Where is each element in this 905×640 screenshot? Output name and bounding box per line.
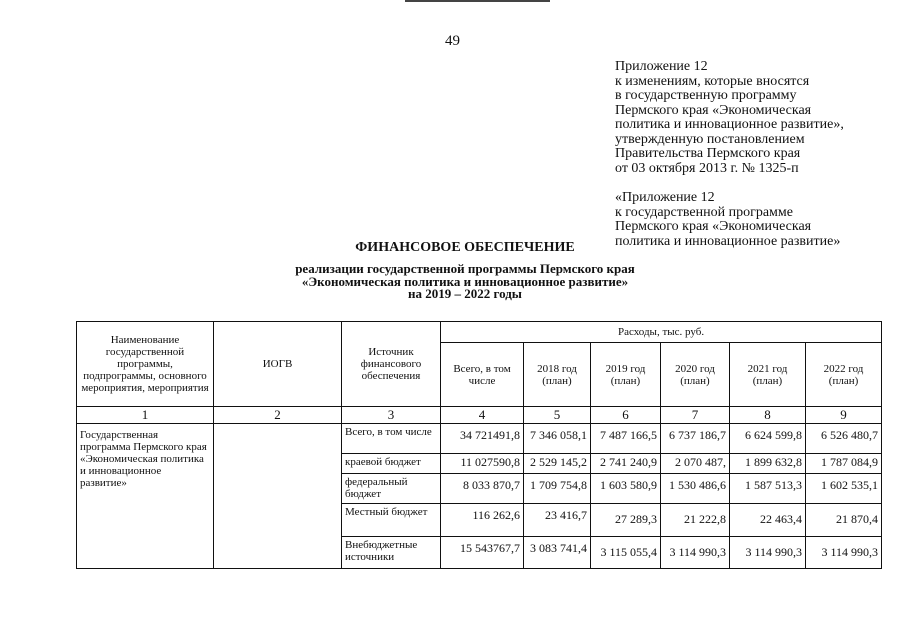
appendix2-line: политика и инновационное развитие»	[615, 233, 841, 249]
appendix-line: Пермского края «Экономическая	[615, 102, 812, 118]
value-cell: 3 115 055,4	[591, 537, 661, 569]
value-cell: 1 602 535,1	[806, 474, 882, 504]
value-cell: 6 737 186,7	[661, 424, 730, 454]
header-year-2018: 2018 год (план)	[524, 343, 591, 407]
value-cell: 3 114 990,3	[806, 537, 882, 569]
value-cell: 1 899 632,8	[730, 454, 806, 474]
header-year-2022: 2022 год (план)	[806, 343, 882, 407]
source-cell: федеральный бюджет	[342, 474, 441, 504]
value-cell: 1 587 513,3	[730, 474, 806, 504]
source-cell: Внебюджетные источники	[342, 537, 441, 569]
column-number-row	[77, 407, 882, 424]
value-cell: 1 709 754,8	[524, 474, 591, 504]
header-name: Наименование государственной программы, подпрограммы, основного мероприятия, мероприятия	[77, 322, 214, 407]
value-cell: 22 463,4	[730, 504, 806, 537]
value-cell: 7 487 166,5	[591, 424, 661, 454]
iogv-cell	[214, 424, 342, 569]
appendix2-line: Пермского края «Экономическая	[615, 219, 812, 234]
financing-table	[76, 321, 882, 569]
header-year-2020: 2020 год (план)	[661, 343, 730, 407]
value-cell: 3 114 990,3	[730, 537, 806, 569]
value-cell: 6 624 599,8	[730, 424, 806, 454]
column-number: 9	[806, 407, 882, 424]
appendix2-line: к государственной программе	[615, 204, 793, 220]
header-source: Источник финансового обеспечения	[342, 322, 441, 407]
subtitle-line: реализации государственной программы Пермского края	[295, 261, 635, 276]
appendix-line: в государственную программу	[615, 88, 797, 103]
value-cell: 3 114 990,3	[661, 537, 730, 569]
subtitle-line: на 2019 – 2022 годы	[408, 286, 522, 301]
appendix-line: Правительства Пермского края	[615, 146, 801, 161]
source-cell: Всего, в том числе	[342, 424, 441, 454]
value-cell: 8 033 870,7	[441, 474, 524, 504]
column-number: 7	[661, 407, 730, 424]
column-number: 5	[524, 407, 591, 424]
header-year-2021: 2021 год (план)	[730, 343, 806, 407]
value-cell: 34 721491,8	[441, 424, 524, 454]
header-year-2019: 2019 год (план)	[591, 343, 661, 407]
value-cell: 6 526 480,7	[806, 424, 882, 454]
appendix-line: от 03 октября 2013 г. № 1325-п	[615, 160, 799, 176]
header-expenses: Расходы, тыс. руб.	[441, 322, 882, 343]
value-cell: 2 070 487,	[661, 454, 730, 474]
appendix-line: политика и инновационное развитие»,	[615, 117, 844, 132]
column-number: 1	[77, 407, 214, 424]
column-number: 6	[591, 407, 661, 424]
value-cell: 116 262,6	[441, 504, 524, 537]
column-number: 4	[441, 407, 524, 424]
appendix-block	[615, 60, 844, 249]
header-iogv: ИОГВ	[214, 322, 342, 407]
header-total: Всего, в том числе	[441, 343, 524, 407]
column-number: 3	[342, 407, 441, 424]
value-cell: 3 083 741,4	[524, 537, 591, 569]
value-cell: 2 741 240,9	[591, 454, 661, 474]
value-cell: 7 346 058,1	[524, 424, 591, 454]
column-number: 8	[730, 407, 806, 424]
column-number: 2	[214, 407, 342, 424]
program-name-cell: Государственная программа Пермского края «Экономическая политика и инновационное развитие»	[77, 424, 214, 569]
source-cell: Местный бюджет	[342, 504, 441, 537]
document-subtitle	[0, 263, 905, 301]
value-cell: 2 529 145,2	[524, 454, 591, 474]
document-title: ФИНАНСОВОЕ ОБЕСПЕЧЕНИЕ	[355, 240, 575, 255]
table-row	[77, 424, 882, 454]
value-cell: 11 027590,8	[441, 454, 524, 474]
value-cell: 21 222,8	[661, 504, 730, 537]
value-cell: 27 289,3	[591, 504, 661, 537]
appendix-line: утвержденную постановлением	[615, 131, 805, 147]
appendix-line: Приложение 12	[615, 59, 708, 74]
source-cell: краевой бюджет	[342, 454, 441, 474]
value-cell: 1 530 486,6	[661, 474, 730, 504]
value-cell: 21 870,4	[806, 504, 882, 537]
page-number: 49	[445, 33, 460, 49]
top-rule	[405, 0, 550, 2]
value-cell: 1 787 084,9	[806, 454, 882, 474]
value-cell: 15 543767,7	[441, 537, 524, 569]
appendix-line: к изменениям, которые вносятся	[615, 73, 810, 89]
appendix2-line: «Приложение 12	[615, 190, 715, 205]
subtitle-line: «Экономическая политика и инновационное развитие»	[301, 273, 629, 289]
value-cell: 23 416,7	[524, 504, 591, 537]
value-cell: 1 603 580,9	[591, 474, 661, 504]
